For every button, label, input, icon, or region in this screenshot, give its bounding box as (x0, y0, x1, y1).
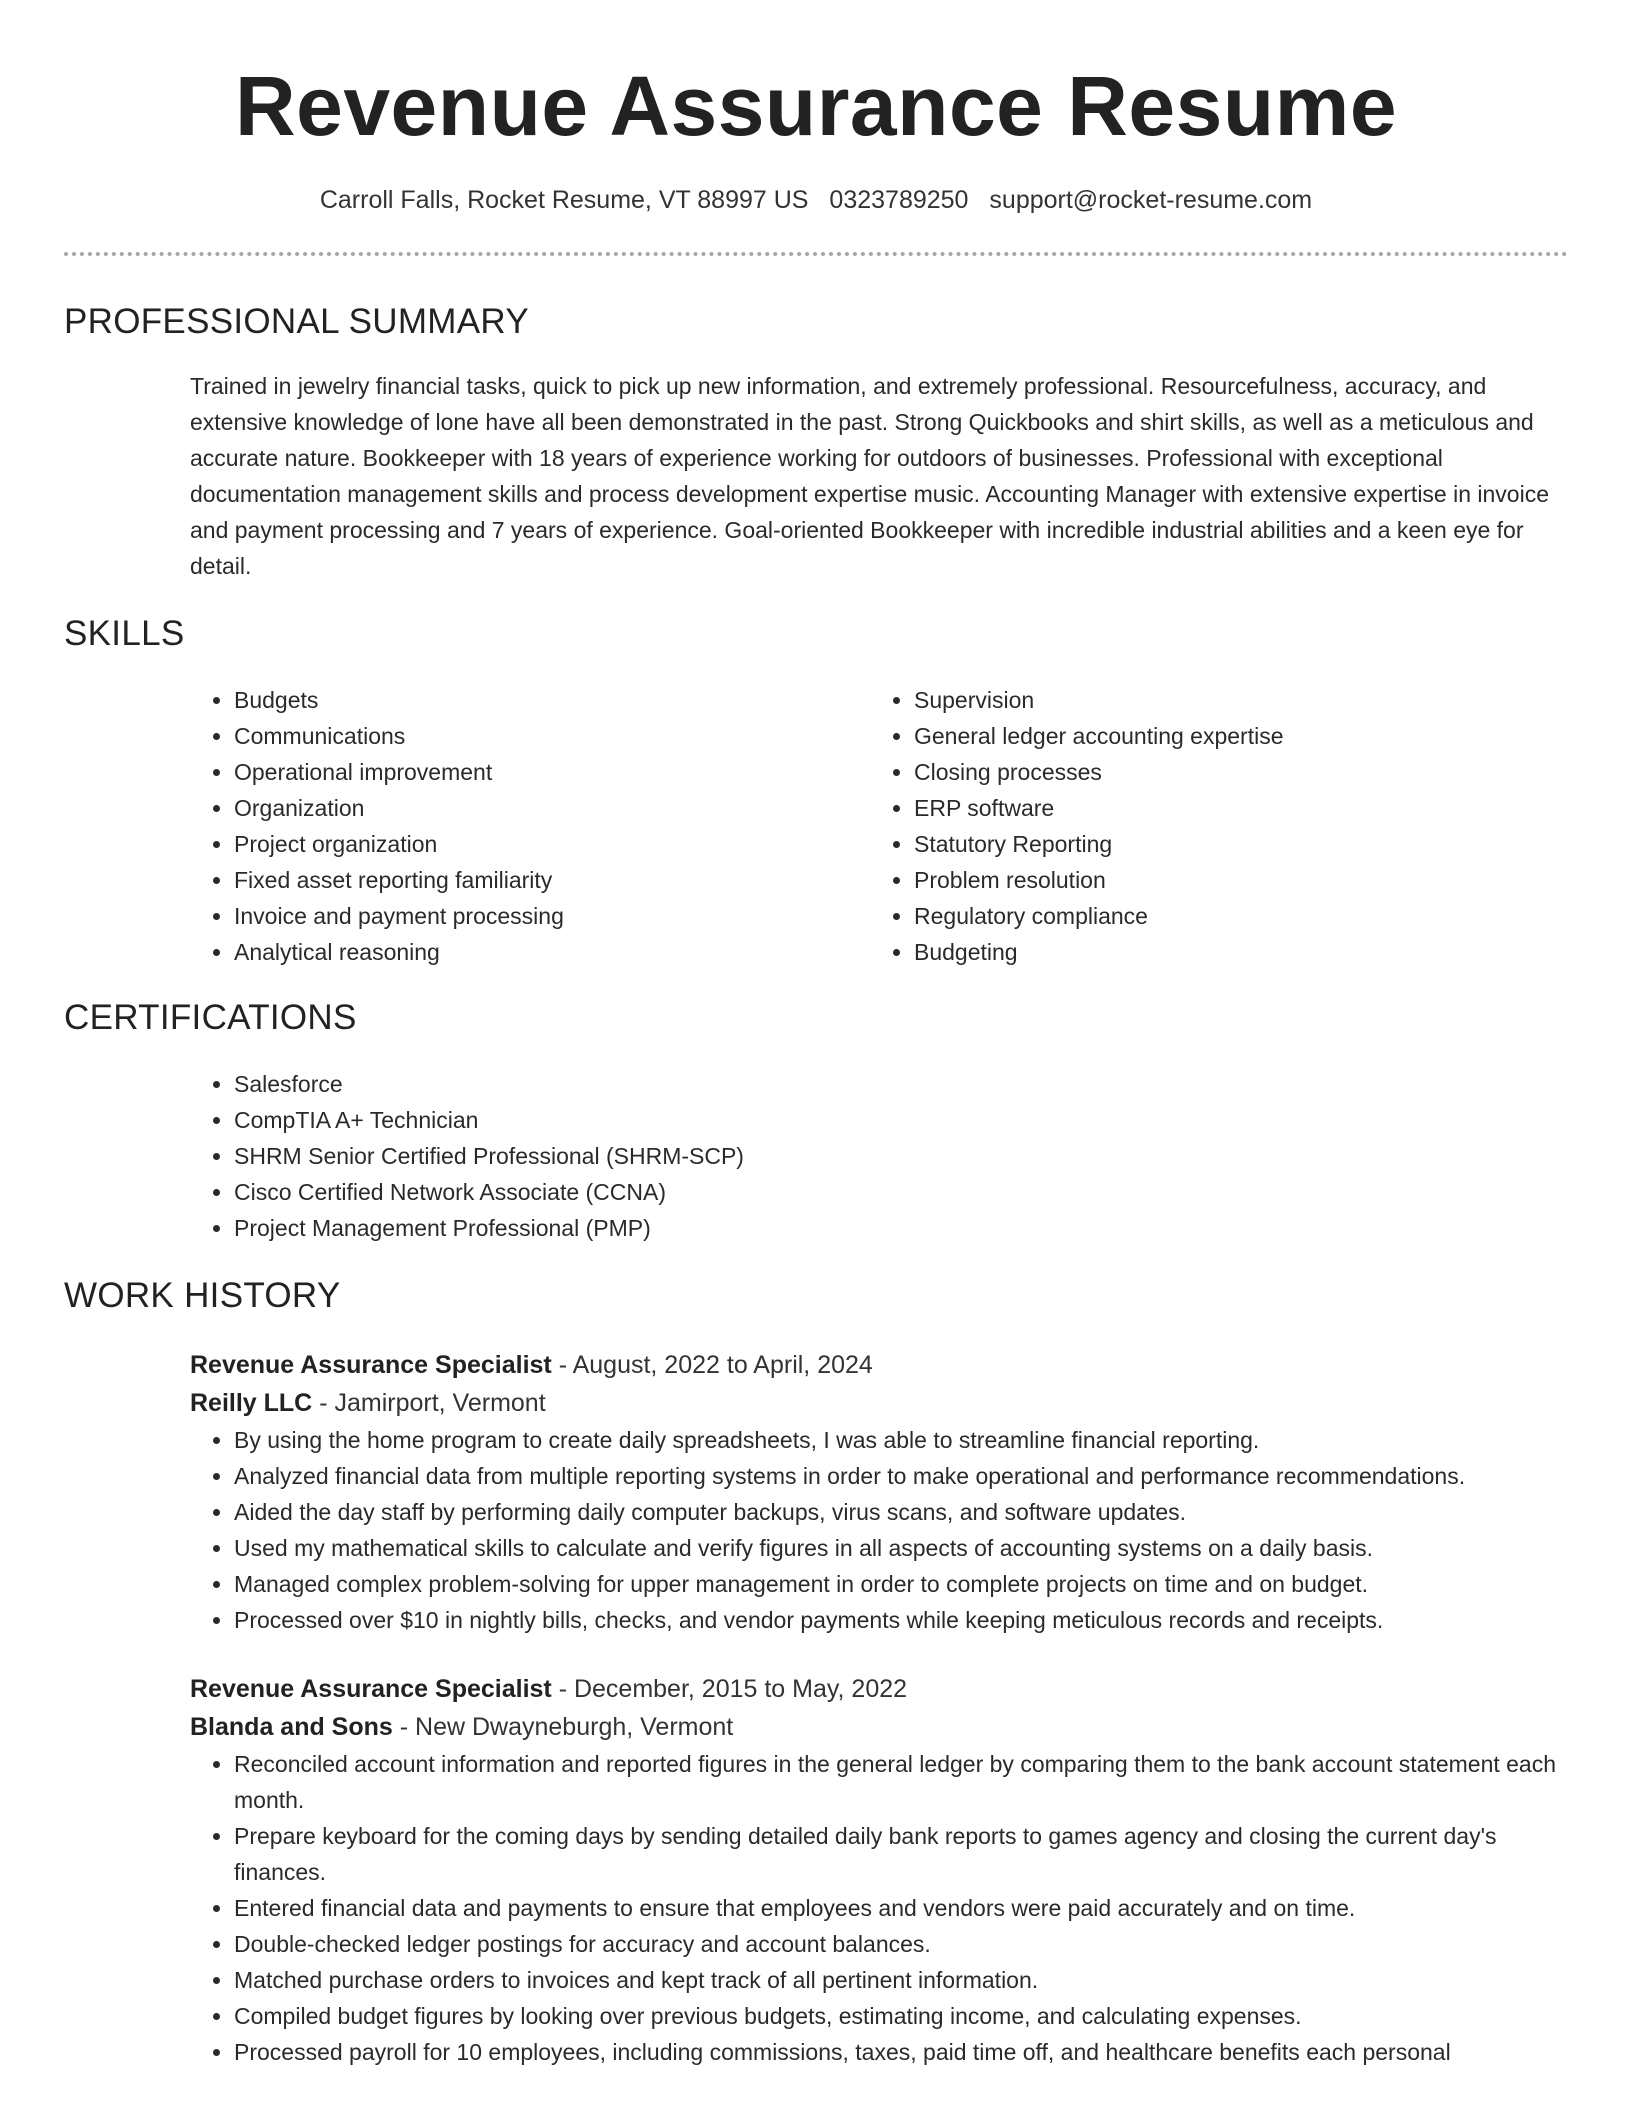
certification-item: • SHRM Senior Certified Professional (SHRM-SCP) (234, 1138, 1568, 1174)
resume-title: Revenue Assurance Resume (234, 59, 1398, 153)
certification-item: • Cisco Certified Network Associate (CCNA) (234, 1174, 1568, 1210)
skill-item: • Fixed asset reporting familiarity (234, 862, 870, 898)
job-location: - New Dwayneburgh, Vermont (392, 1713, 734, 1741)
job-dates: - December, 2015 to May, 2022 (551, 1675, 908, 1703)
contact-email: support@rocket-resume.com (989, 186, 1313, 214)
skills-column-right (870, 682, 1550, 970)
work-history-section (64, 1274, 1568, 2070)
skills-section (64, 612, 1568, 970)
skill-item: • Regulatory compliance (914, 898, 1550, 934)
contact-address: Carroll Falls, Rocket Resume, VT 88997 US (319, 186, 809, 214)
skill-item: • Operational improvement (234, 754, 870, 790)
job-role: Revenue Assurance Specialist (190, 1675, 552, 1703)
job-bullet: • Prepare keyboard for the coming days by sending detailed daily bank reports to games agency and closing the current day's finances. (234, 1818, 1568, 1890)
job-entry (190, 1346, 1568, 1638)
certifications-heading: CERTIFICATIONS (64, 998, 357, 1037)
summary-text: Trained in jewelry financial tasks, quick to pick up new information, and extremely professional. Resourcefulness, accuracy, and extensive knowledge of lone have all been demonstrated in the past. Strong Quickbooks and shirt skills, as well as a meticulous and accurate nature. Bookkeeper with 18 years of experience working for outdoors of businesses. Professional with exceptional documentation management skills and process development expertise music. Accounting Manager with extensive expertise in invoice and payment processing and 7 years of experience. Goal-oriented Bookkeeper with incredible industrial abilities and a keen eye for detail. (190, 373, 1549, 579)
job-bullet: • Entered financial data and payments to ensure that employees and vendors were paid accurately and on time. (234, 1890, 1568, 1926)
certifications-list-wrap (190, 1066, 1568, 1246)
job-entry (190, 1670, 1568, 2070)
job-title-line (190, 1346, 1568, 1384)
job-bullet: • Managed complex problem-solving for upper management in order to complete projects on time and on budget. (234, 1566, 1568, 1602)
skills-columns (190, 682, 1568, 970)
skill-item: • ERP software (914, 790, 1550, 826)
skills-list-left (190, 682, 870, 970)
job-bullet: • Processed over $10 in nightly bills, checks, and vendor payments while keeping meticulous records and receipts. (234, 1602, 1568, 1638)
skill-item: • Statutory Reporting (914, 826, 1550, 862)
certification-item: • Salesforce (234, 1066, 1568, 1102)
skills-heading: SKILLS (64, 614, 185, 653)
work-history-heading: WORK HISTORY (64, 1276, 341, 1315)
job-role: Revenue Assurance Specialist (190, 1351, 552, 1379)
job-bullet: • Matched purchase orders to invoices and kept track of all pertinent information. (234, 1962, 1568, 1998)
skill-item: • General ledger accounting expertise (914, 718, 1550, 754)
job-bullet: • Double-checked ledger postings for accuracy and account balances. (234, 1926, 1568, 1962)
skill-item: • Supervision (914, 682, 1550, 718)
job-company-line (190, 1384, 1568, 1422)
skill-item: • Organization (234, 790, 870, 826)
job-bullet: • Analyzed financial data from multiple reporting systems in order to make operational and performance recommendations. (234, 1458, 1568, 1494)
job-bullet: • By using the home program to create daily spreadsheets, I was able to streamline financial reporting. (234, 1422, 1568, 1458)
certifications-list (190, 1066, 1568, 1246)
skill-item: • Budgets (234, 682, 870, 718)
job-bullet: • Aided the day staff by performing daily computer backups, virus scans, and software updates. (234, 1494, 1568, 1530)
skill-item: • Problem resolution (914, 862, 1550, 898)
job-bullet: • Processed payroll for 10 employees, including commissions, taxes, paid time off, and healthcare benefits each personal (234, 2034, 1568, 2070)
resume-page (64, 0, 1568, 2070)
job-bullet: • Used my mathematical skills to calculate and verify figures in all aspects of accounting systems on a daily basis. (234, 1530, 1568, 1566)
job-title-line (190, 1670, 1568, 1708)
skills-column-left (190, 682, 870, 970)
summary-section (64, 300, 1568, 584)
summary-heading: PROFESSIONAL SUMMARY (64, 302, 529, 341)
job-bullets (190, 1422, 1568, 1638)
skill-item: • Analytical reasoning (234, 934, 870, 970)
skill-item: • Invoice and payment processing (234, 898, 870, 934)
job-bullets (190, 1746, 1568, 2070)
job-company-line (190, 1708, 1568, 1746)
skill-item: • Budgeting (914, 934, 1550, 970)
certification-item: • CompTIA A+ Technician (234, 1102, 1568, 1138)
certification-item: • Project Management Professional (PMP) (234, 1210, 1568, 1246)
job-bullet: • Reconciled account information and reported figures in the general ledger by comparing them to the bank account statement each month. (234, 1746, 1568, 1818)
contact-line (64, 184, 1568, 216)
certifications-section (64, 996, 1568, 1246)
job-location: - Jamirport, Vermont (312, 1389, 546, 1417)
contact-phone: 0323789250 (829, 186, 969, 214)
job-bullet: • Compiled budget figures by looking over previous budgets, estimating income, and calculating expenses. (234, 1998, 1568, 2034)
job-dates: - August, 2022 to April, 2024 (551, 1351, 873, 1379)
skills-list-right (870, 682, 1550, 970)
job-company: Reilly LLC (190, 1389, 313, 1417)
skill-item: • Communications (234, 718, 870, 754)
skill-item: • Project organization (234, 826, 870, 862)
skill-item: • Closing processes (914, 754, 1550, 790)
header-divider (64, 252, 1568, 256)
job-company: Blanda and Sons (190, 1713, 393, 1741)
